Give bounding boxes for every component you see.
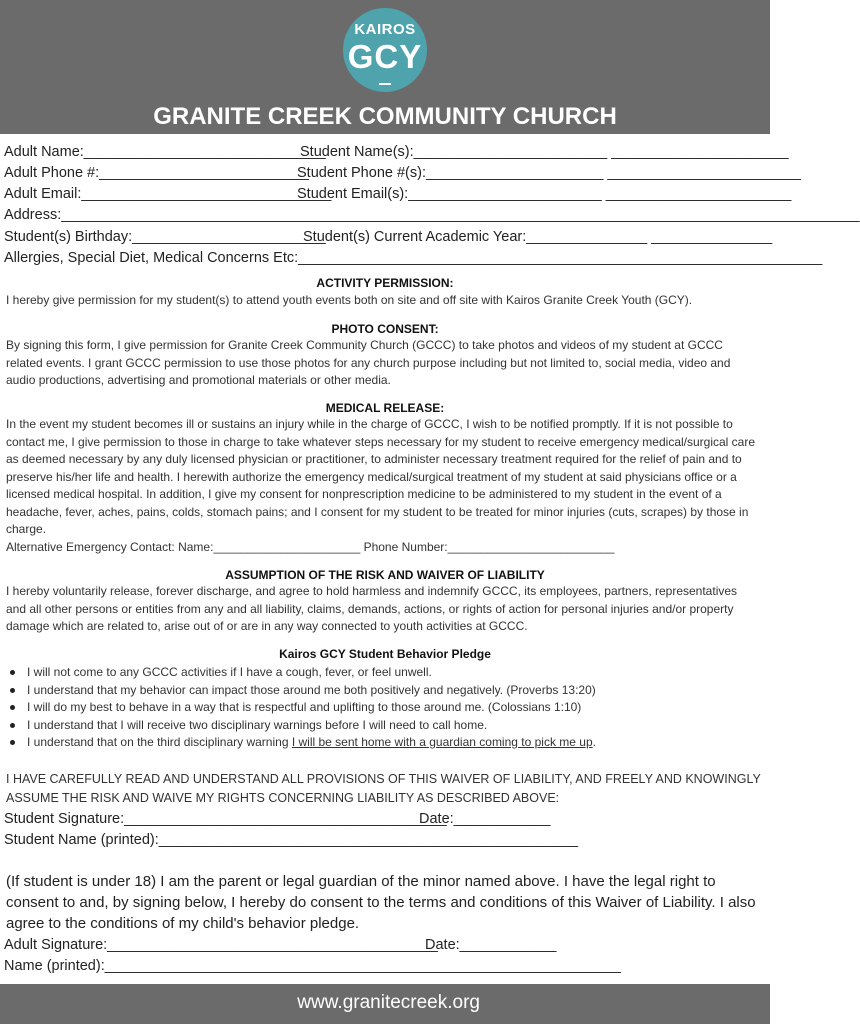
website-url[interactable]: www.granitecreek.org	[297, 992, 480, 1013]
list-item: I understand that on the third disciplinary warning I will be sent home with a guardian coming to pick me up.	[10, 734, 596, 752]
activity-permission-text: I hereby give permission for my student(s) to attend youth events both on site and off site with Kairos Granite Creek Youth (GCY).	[6, 293, 693, 307]
waiver-title: ASSUMPTION OF THE RISK AND WAIVER OF LIABILITY	[225, 568, 545, 582]
medical-release-title: MEDICAL RELEASE:	[325, 401, 445, 415]
behavior-pledge-title: Kairos GCY Student Behavior Pledge	[279, 647, 491, 661]
logo-mark-icon	[379, 78, 391, 85]
footer-banner	[0, 984, 770, 1024]
academic-year-field[interactable]: Student(s) Current Academic Year:_______________ _______________	[303, 229, 773, 245]
underlined-consequence: I will be sent home with a guardian coming to pick me up	[291, 735, 593, 749]
photo-consent-text: By signing this form, I give permission for Granite Creek Community Church (GCCC) to take photos and videos of my student at GCCC related events. I grant GCCC permission to use those photos for any church purpose including but not limited to, social media, video and audio productions, advertising and promotional materials or other media.	[6, 338, 731, 387]
student-names-field[interactable]: Student Name(s):________________________ ______________________	[300, 144, 789, 160]
activity-permission-title: ACTIVITY PERMISSION:	[316, 276, 454, 290]
list-item: I understand that my behavior can impact those around me both positively and negatively. (Proverbs 13:20)	[10, 682, 596, 700]
birthday-field[interactable]: Student(s) Birthday:________________________	[4, 229, 326, 245]
adult-phone-field[interactable]: Adult Phone #:__________________________	[4, 165, 309, 181]
adult-email-field[interactable]: Adult Email:_______________________________	[4, 186, 332, 202]
allergies-field[interactable]: Allergies, Special Diet, Medical Concerns Etc:_________________________________________________________________	[4, 250, 823, 266]
list-item: I understand that I will receive two disciplinary warnings before I will need to call home.	[10, 717, 596, 735]
photo-consent-title: PHOTO CONSENT:	[331, 322, 439, 336]
waiver-text: I hereby voluntarily release, forever discharge, and agree to hold harmless and indemnify GCCC, its employees, partners, representatives and all other persons or entities from any and all liability, claims, demands, actions, or rights of action for personal injuries and/or property damage which are related to, arise out of or are in any way connected to youth activities at GCCC.	[6, 584, 738, 633]
adult-signature-field[interactable]: Adult Signature:_________________________________________	[4, 937, 438, 953]
medical-release-text: In the event my student becomes ill or sustains an injury while in the charge of GCCC, I wish to be notified promptly. If it is not possible to contact me, I give permission to those in charge to take whatever steps necessary for my student to receive emergency medical/surgical care as deemed necessary by any duly licensed physician or practitioner, to administer necessary treatment required for the relief of pain and to preserve his/her life and health. I herewith authorize the emergency medical/surgical treatment of my student at said physicians office or a licensed medical hospital. In addition, I give my consent for nonprescription medicine to be administered to my student in the event of a headache, fever, aches, pains, colds, stomach pains; and I consent for my student to be treated for minor injuries (cuts, scrapes) by those in charge.	[6, 417, 756, 536]
bullet-icon	[10, 723, 15, 728]
adult-name-printed-field[interactable]: Name (printed):________________________________________________________________	[4, 958, 621, 974]
header-banner	[0, 0, 770, 134]
bullet-icon	[10, 740, 15, 745]
bullet-icon	[10, 688, 15, 693]
adult-name-field[interactable]: Adult Name:______________________________	[4, 144, 326, 160]
emergency-contact-field[interactable]: Alternative Emergency Contact: Name:______________________ Phone Number:_________________________	[6, 540, 615, 554]
declaration-text: I HAVE CAREFULLY READ AND UNDERSTAND ALL PROVISIONS OF THIS WAIVER OF LIABILITY, AND FREELY AND KNOWINGLY ASSUME THE RISK AND WAIVE MY RIGHTS CONCERNING LIABILITY AS DESCRIBED ABOVE:	[6, 772, 761, 805]
student-signature-field[interactable]: Student Signature:________________________________________	[4, 811, 447, 827]
church-name: GRANITE CREEK COMMUNITY CHURCH	[153, 103, 617, 130]
guardian-statement: (If student is under 18) I am the parent or legal guardian of the minor named above. I have the legal right to consent to and, by signing below, I hereby do consent to the terms and conditions of this Waiver of Liability. I also agree to the conditions of my child's behavior pledge.	[6, 873, 756, 932]
student-email-field[interactable]: Student Email(s):________________________ _______________________	[297, 186, 792, 202]
student-date-field[interactable]: Date:____________	[419, 811, 551, 827]
student-name-printed-field[interactable]: Student Name (printed):____________________________________________________	[4, 832, 579, 848]
adult-date-field[interactable]: Date:____________	[425, 937, 557, 953]
student-phone-field[interactable]: Student Phone #(s):______________________ ________________________	[297, 165, 801, 181]
kairos-gcy-logo	[343, 8, 427, 92]
list-item: I will not come to any GCCC activities if I have a cough, fever, or feel unwell.	[10, 664, 596, 682]
bullet-icon	[10, 670, 15, 675]
bullet-icon	[10, 705, 15, 710]
logo-top-text: KAIROS	[354, 21, 416, 38]
list-item: I will do my best to behave in a way that is respectful and uplifting to those around me. (Colossians 1:10)	[10, 699, 596, 717]
address-field[interactable]: Address:___________________________________________________________________________________________________	[4, 207, 860, 223]
behavior-pledge-list	[10, 664, 596, 752]
logo-main-text: GCY	[347, 38, 423, 75]
